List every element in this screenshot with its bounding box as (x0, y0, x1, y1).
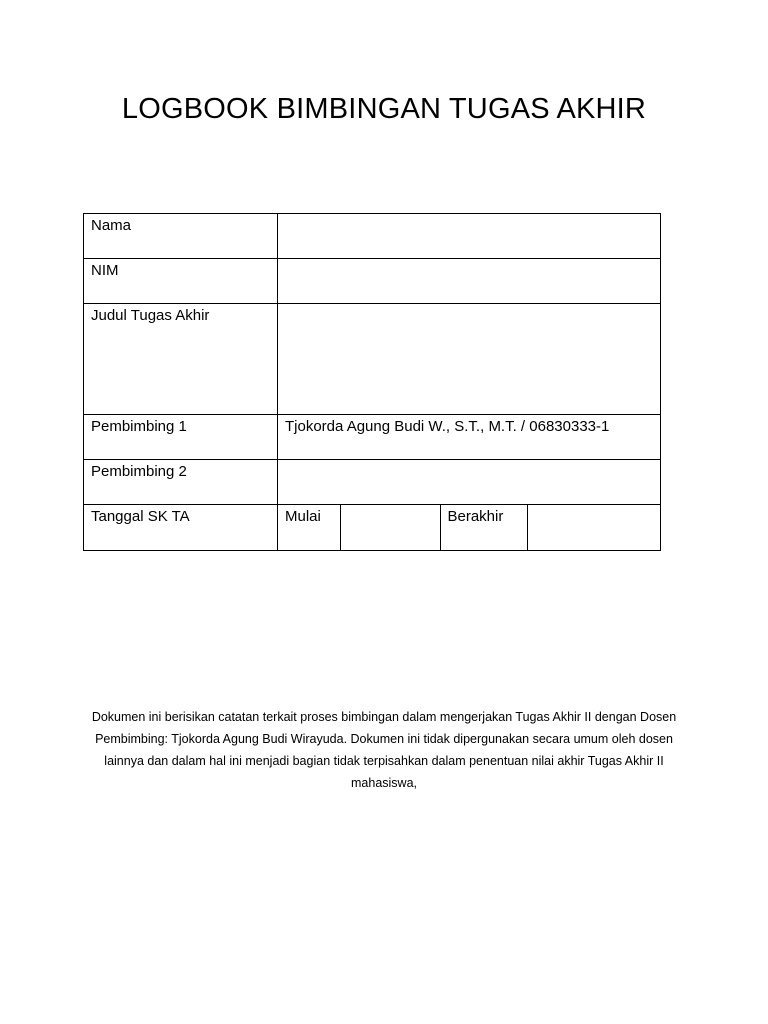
sk-ta-dates (278, 505, 661, 551)
judul-label: Judul Tugas Akhir (84, 304, 278, 415)
nim-value (278, 259, 661, 304)
judul-value (278, 304, 661, 415)
pembimbing-2-label: Pembimbing 2 (84, 460, 278, 505)
mulai-label: Mulai (278, 505, 340, 550)
footer-note: Dokumen ini berisikan catatan terkait proses bimbingan dalam mengerjakan Tugas Akhir II dengan Dosen Pembimbing: Tjokorda Agung Budi Wirayuda. Dokumen ini tidak dipergunakan secara umum oleh dosen lainnya dan dalam hal ini menjadi bagian tidak terpisahkan dalam penentuan nilai akhir Tugas Akhir II mahasiswa, (91, 710, 677, 790)
table-row (84, 214, 661, 259)
nim-label: NIM (84, 259, 278, 304)
pembimbing-1-label: Pembimbing 1 (84, 415, 278, 460)
page-title: LOGBOOK BIMBINGAN TUGAS AKHIR (121, 93, 647, 125)
pembimbing-2-value (278, 460, 661, 505)
table-row (84, 304, 661, 415)
table-row (84, 415, 661, 460)
student-info-table (83, 213, 661, 551)
pembimbing-1-value: Tjokorda Agung Budi W., S.T., M.T. / 06830333-1 (278, 415, 661, 460)
nama-value (278, 214, 661, 259)
table-row (84, 505, 661, 551)
nama-label: Nama (84, 214, 278, 259)
berakhir-value (527, 505, 660, 550)
table-row (84, 259, 661, 304)
mulai-value (340, 505, 440, 550)
sk-ta-date-grid (278, 505, 660, 550)
sk-ta-label: Tanggal SK TA (84, 505, 278, 551)
table-row (84, 460, 661, 505)
berakhir-label: Berakhir (440, 505, 527, 550)
